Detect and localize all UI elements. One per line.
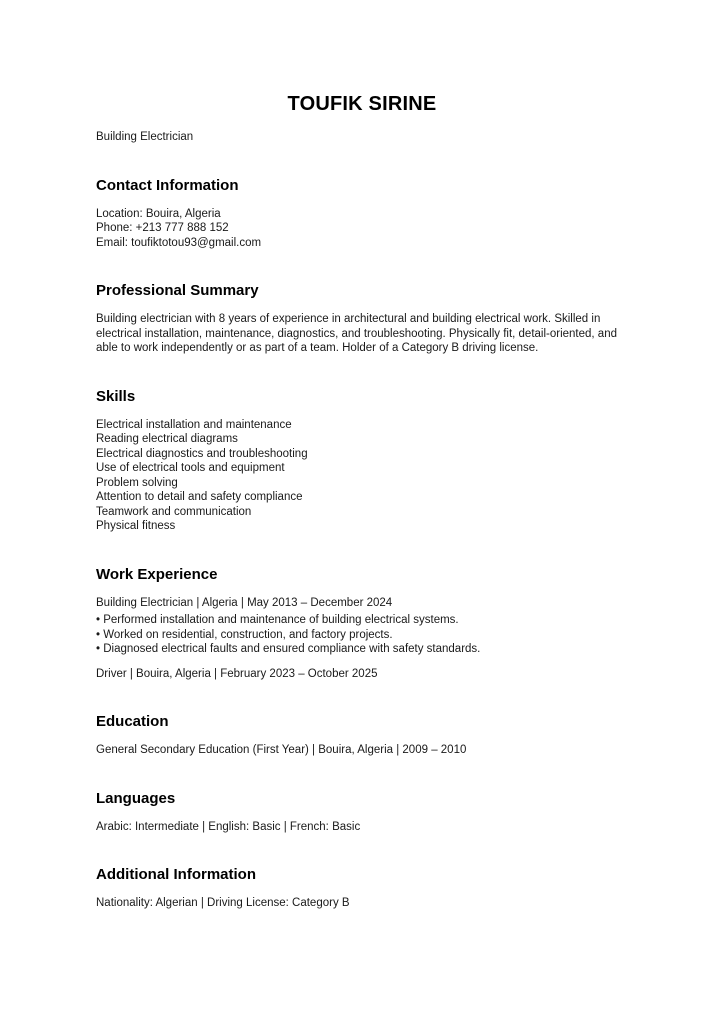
job-entry [96, 667, 628, 682]
contact-section [96, 176, 628, 251]
skill-item: Reading electrical diagrams [96, 433, 238, 445]
skill-item: Teamwork and communication [96, 505, 252, 518]
job-bullet: • Worked on residential, construction, and factory projects. [96, 628, 393, 641]
skills-section [96, 387, 628, 534]
job-entry [96, 596, 628, 657]
summary-text: Building electrician with 8 years of experience in architectural and building electrical work. Skilled in electrical installation, maintenance, diagnostics, and troubleshooting. Physically fit, detail-oriented, and able to work independently or as part of a team. Holder of a Category B driving license. [96, 313, 617, 354]
skill-item: Electrical diagnostics and troubleshooting [96, 447, 308, 460]
job-bullet: • Performed installation and maintenance of building electrical systems. [96, 614, 459, 626]
contact-location: Location: Bouira, Algeria [96, 207, 221, 220]
job-title-line: Building Electrician | Algeria | May 2013 – December 2024 [96, 596, 393, 609]
work-experience-heading: Work Experience [96, 565, 218, 583]
resume-name: TOUFIK SIRINE [287, 93, 437, 115]
summary-section [96, 281, 628, 356]
skill-item: Use of electrical tools and equipment [96, 462, 285, 474]
work-experience-section [96, 565, 628, 682]
skill-item: Problem solving [96, 476, 178, 489]
job-title-line: Driver | Bouira, Algeria | February 2023 – October 2025 [96, 667, 378, 680]
skill-item: Attention to detail and safety compliance [96, 491, 303, 503]
languages-heading: Languages [96, 789, 176, 807]
education-text: General Secondary Education (First Year) | Bouira, Algeria | 2009 – 2010 [96, 744, 467, 756]
additional-info-text: Nationality: Algerian | Driving License: Category B [96, 897, 350, 909]
skill-item: Physical fitness [96, 520, 176, 532]
education-heading: Education [96, 713, 169, 730]
summary-heading: Professional Summary [96, 282, 259, 299]
additional-info-heading: Additional Information [96, 866, 256, 883]
contact-heading: Contact Information [96, 176, 239, 194]
education-section [96, 712, 628, 758]
resume-job-title: Building Electrician [96, 131, 194, 143]
skill-item: Electrical installation and maintenance [96, 418, 292, 431]
additional-info-section [96, 865, 628, 911]
contact-phone: Phone: +213 777 888 152 [96, 222, 229, 234]
skills-heading: Skills [96, 387, 136, 405]
job-bullet: • Diagnosed electrical faults and ensured compliance with safety standards. [96, 643, 481, 655]
languages-section [96, 789, 628, 835]
languages-text: Arabic: Intermediate | English: Basic | French: Basic [96, 820, 361, 833]
contact-email: Email: toufiktotou93@gmail.com [96, 236, 262, 249]
